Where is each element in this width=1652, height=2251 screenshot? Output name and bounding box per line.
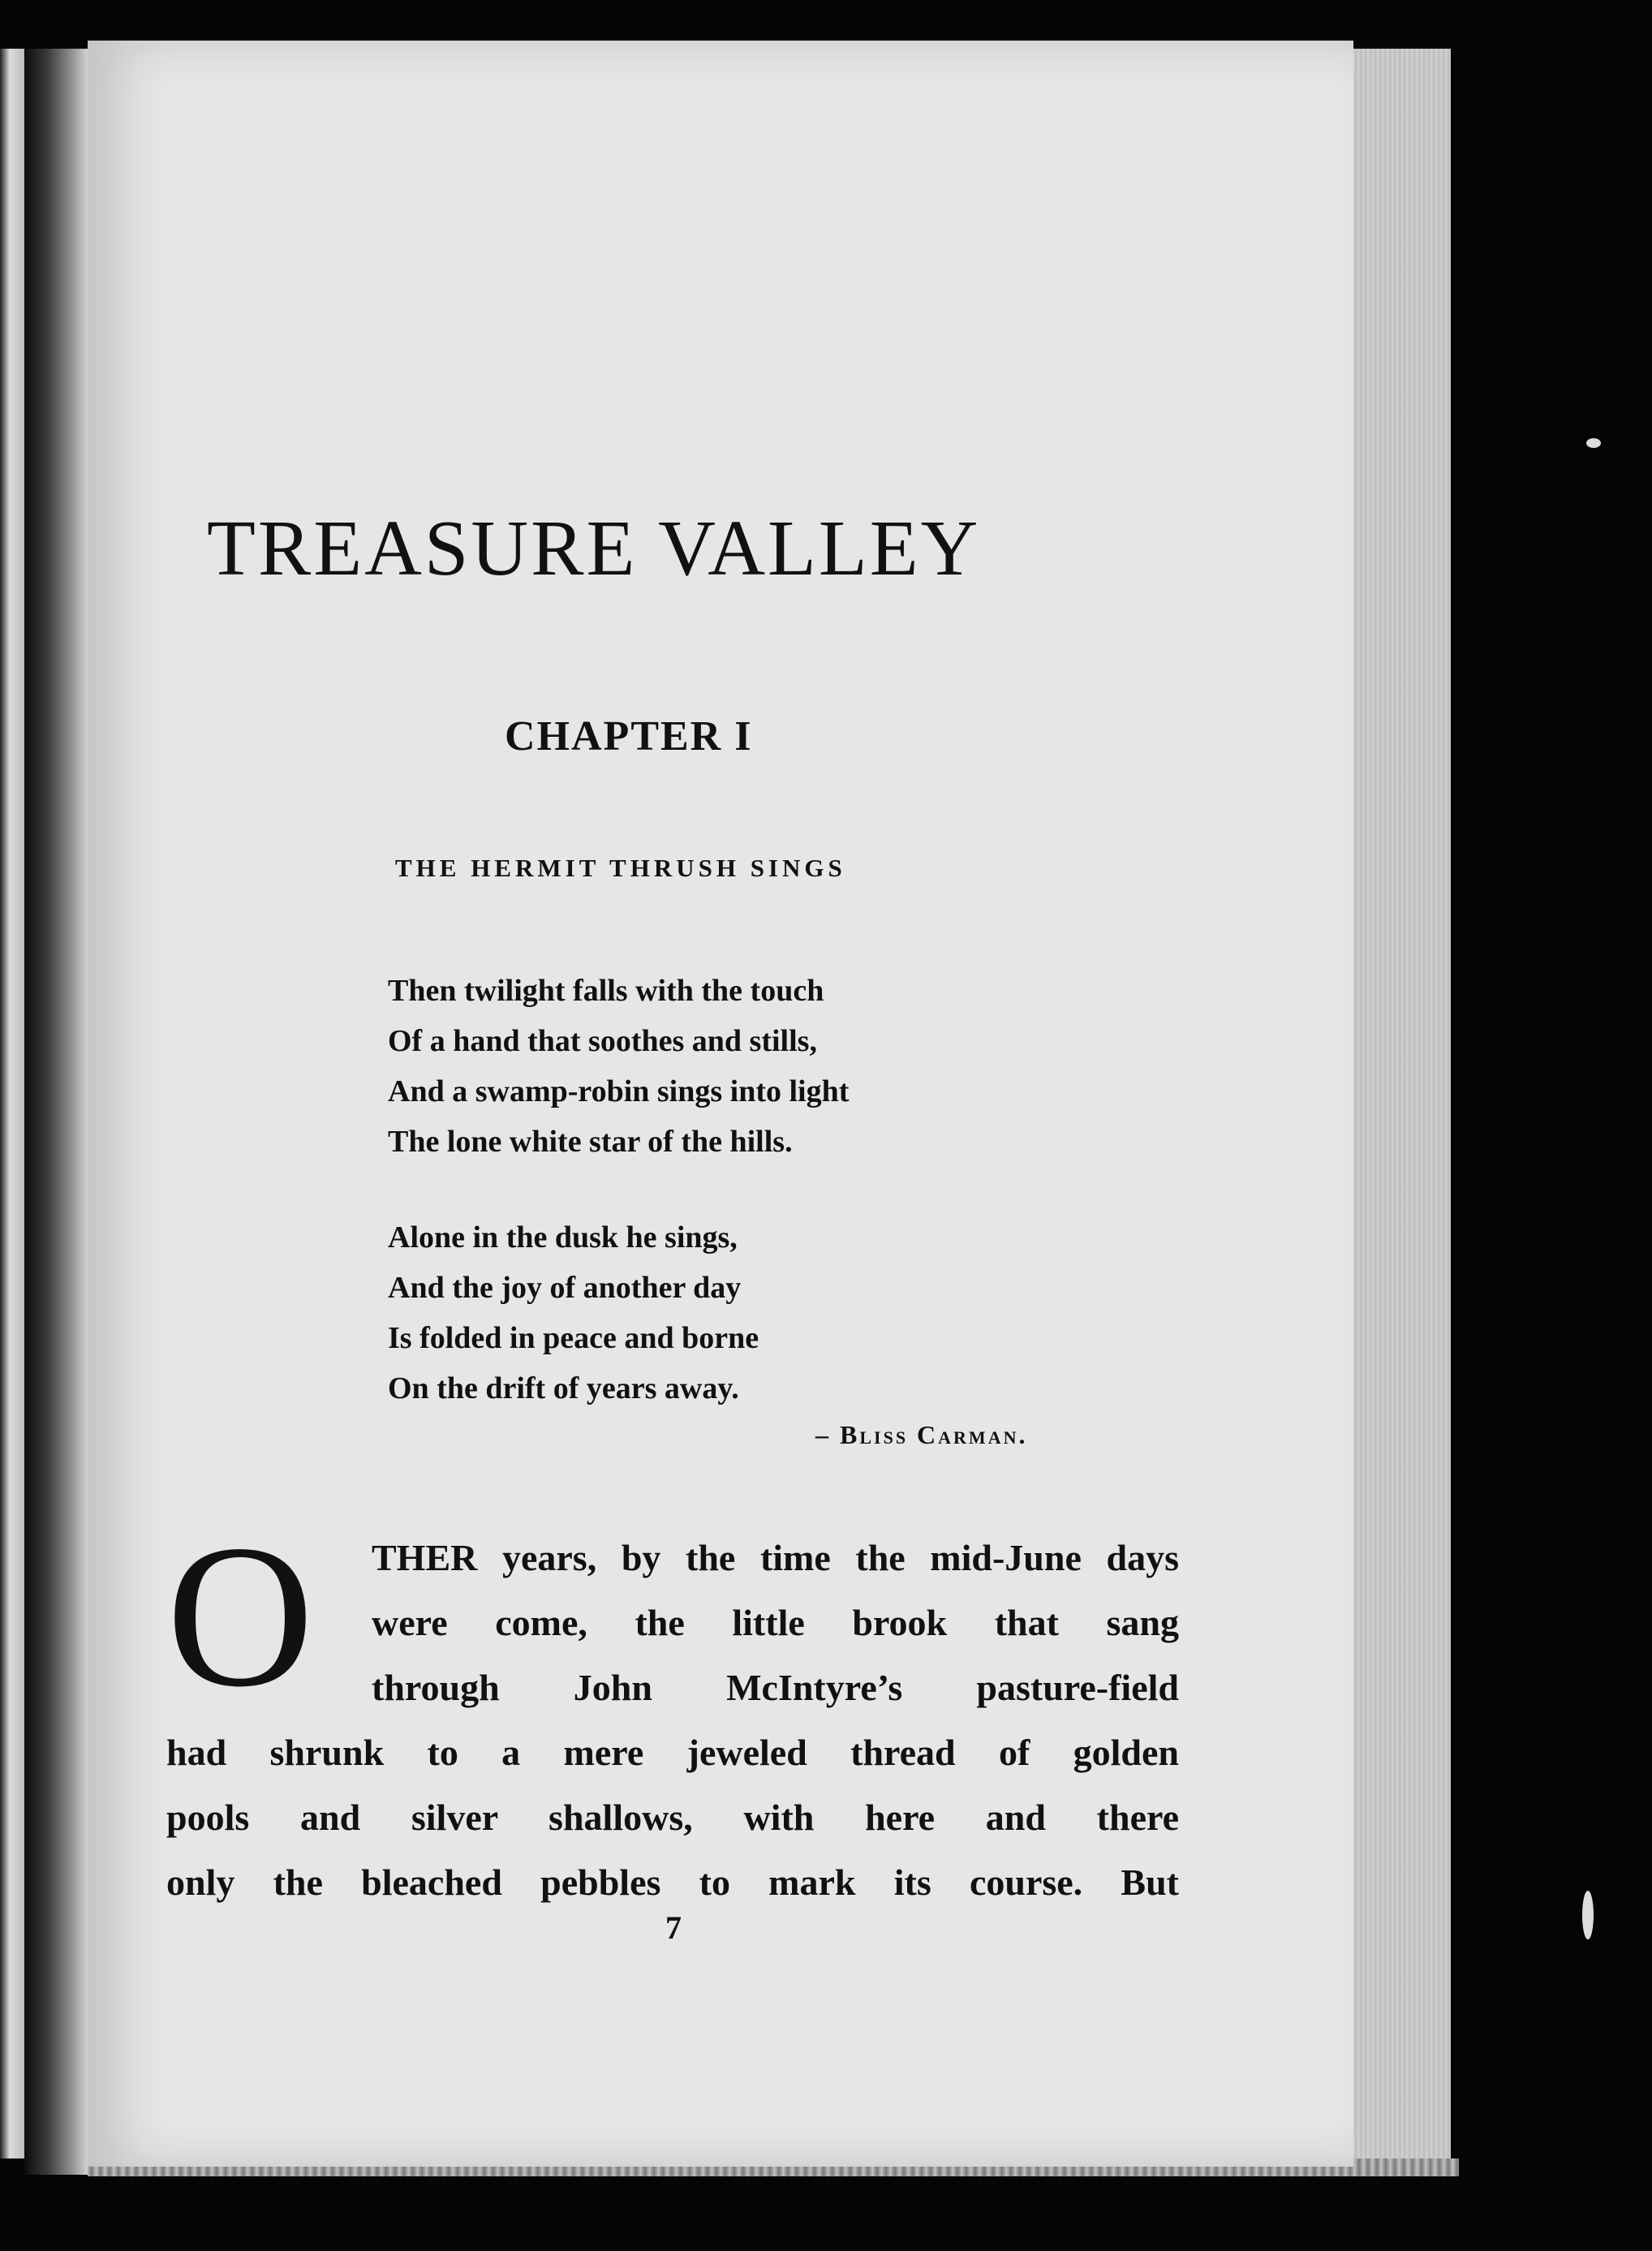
- poem-stanza: [388, 1212, 1037, 1414]
- drop-cap: O: [166, 1502, 314, 1729]
- poem-line: On the drift of years away.: [388, 1371, 739, 1405]
- poem-line: Of a hand that soothes and stills,: [388, 1024, 817, 1058]
- body-line: only the bleached pebbles to mark its course. But: [166, 1861, 1179, 1903]
- poem-line: The lone white star of the hills.: [388, 1125, 793, 1159]
- page-number: 7: [665, 1909, 682, 1946]
- chapter-heading: CHAPTER I: [505, 713, 753, 760]
- page-stack-edge: [1353, 49, 1451, 2167]
- poem-line: Then twilight falls with the touch: [388, 974, 824, 1008]
- body-line: pools and silver shallows, with here and there: [166, 1797, 1179, 1838]
- poem-line: And a swamp-robin sings into light: [388, 1074, 850, 1108]
- epigraph-title: THE HERMIT THRUSH SINGS: [395, 854, 846, 882]
- body-line: through John McIntyre’s pasture-field: [372, 1667, 1179, 1708]
- scan-speck: [1582, 1891, 1594, 1939]
- body-line: were come, the little brook that sang: [372, 1602, 1179, 1643]
- scan-speck: [1586, 438, 1601, 448]
- poem-line: And the joy of another day: [388, 1271, 742, 1305]
- poem-line: Is folded in peace and borne: [388, 1321, 759, 1355]
- binding-shadow: [24, 49, 89, 2175]
- epigraph-attribution: – Bliss Carman.: [815, 1420, 1028, 1449]
- previous-page-edge: [0, 49, 24, 2158]
- poem-stanza: [388, 966, 1037, 1167]
- body-line: had shrunk to a mere jeweled thread of golden: [166, 1732, 1179, 1773]
- poem-line: Alone in the dusk he sings,: [388, 1220, 738, 1255]
- body-line: THER years, by the time the mid-June days: [372, 1537, 1179, 1578]
- book-title: TREASURE VALLEY: [207, 505, 981, 592]
